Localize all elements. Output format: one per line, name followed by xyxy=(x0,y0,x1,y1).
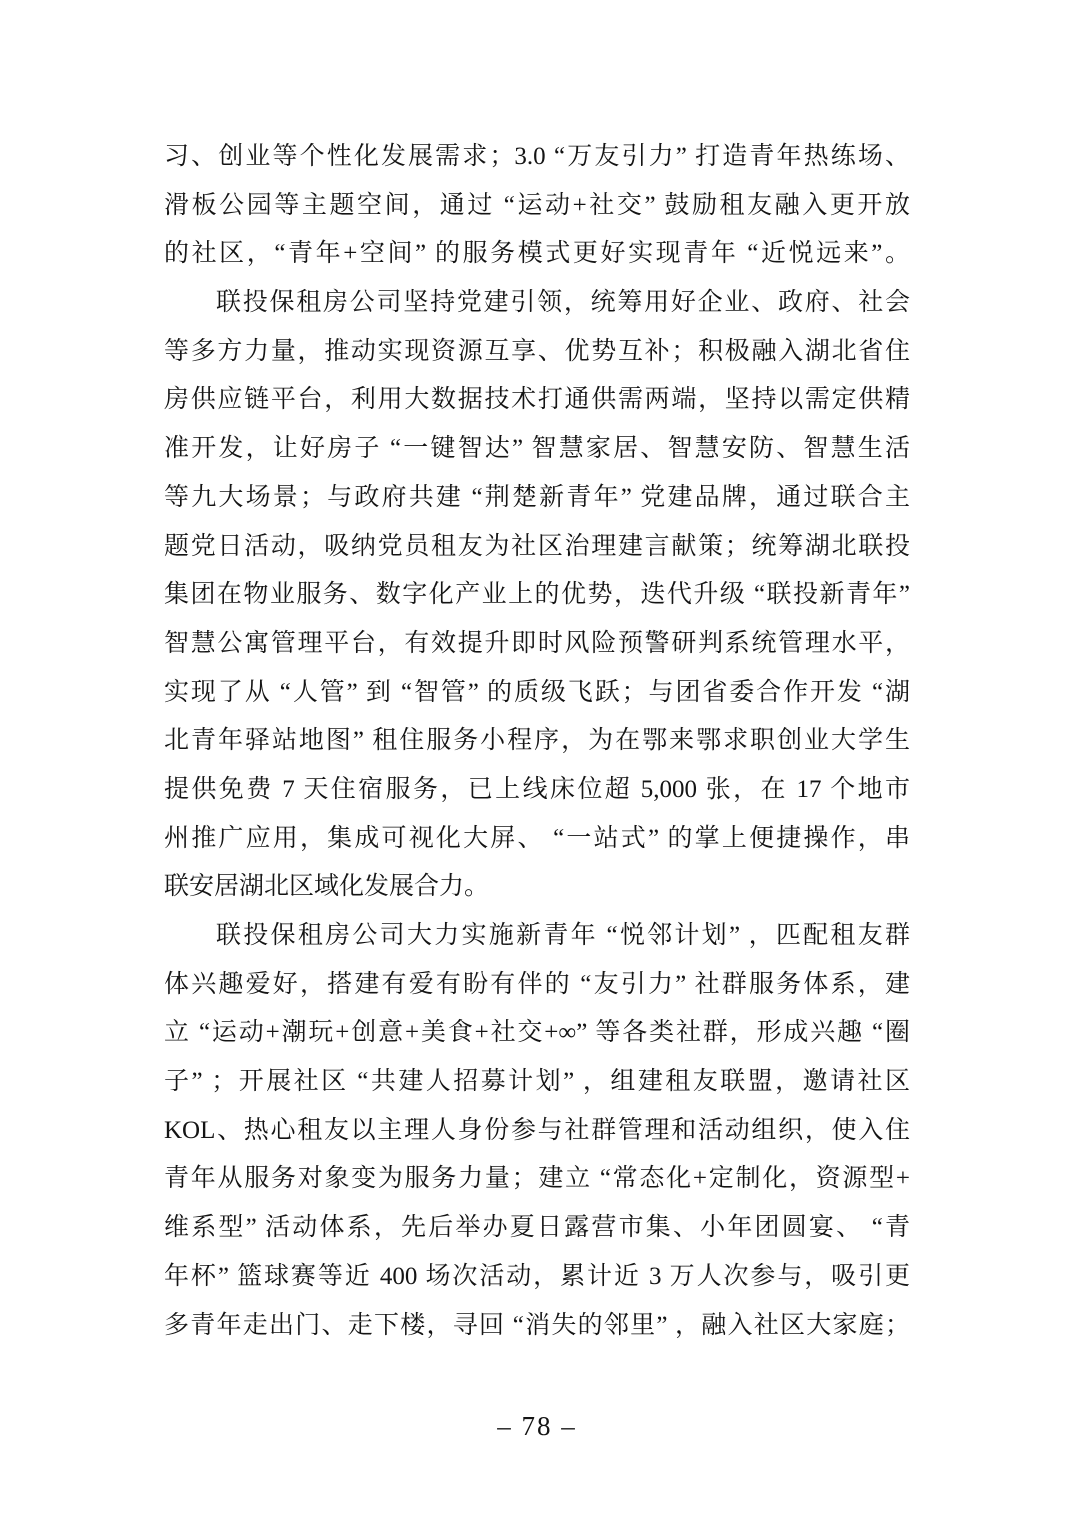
text-line: 州推广应用，集成可视化大屏、 “一站式” 的掌上便捷操作，串 xyxy=(164,824,910,852)
page-number: – 78 – xyxy=(497,1411,577,1441)
text-line: 集团在物业服务、数字化产业上的优势，迭代升级 “联投新青年” xyxy=(164,581,910,609)
text-line: 北青年驿站地图” 租住服务小程序，为在鄂来鄂求职创业大学生 xyxy=(164,727,910,755)
text-line: 联安居湖北区域化发展合力。 xyxy=(164,873,490,901)
text-line: 等九大场景；与政府共建 “荆楚新青年” 党建品牌，通过联合主 xyxy=(164,483,910,511)
text-line: 题党日活动，吸纳党员租友为社区治理建言献策；统筹湖北联投 xyxy=(164,532,910,560)
text-line: 准开发，让好房子 “一键智达” 智慧家居、智慧安防、智慧生活 xyxy=(164,435,910,463)
text-line: 多青年走出门、走下楼，寻回 “消失的邻里” ，融入社区大家庭； xyxy=(164,1311,910,1339)
text-line: 房供应链平台，利用大数据技术打通供需两端，坚持以需定供精 xyxy=(164,386,910,414)
text-line: 滑板公园等主题空间，通过 “运动+社交” 鼓励租友融入更开放 xyxy=(164,191,910,219)
text-line: 智慧公寓管理平台，有效提升即时风险预警研判系统管理水平， xyxy=(164,629,910,657)
text-line: 等多方力量，推动实现资源互享、优势互补；积极融入湖北省住 xyxy=(164,337,910,365)
text-line: 的社区，“青年+空间” 的服务模式更好实现青年 “近悦远来”。 xyxy=(164,240,910,268)
document-body xyxy=(164,133,910,1350)
text-line: KOL、热心租友以主理人身份参与社群管理和活动组织，使入住 xyxy=(164,1116,910,1144)
text-line: 联投保租房公司大力实施新青年 “悦邻计划” ，匹配租友群 xyxy=(216,922,910,949)
text-line: 体兴趣爱好，搭建有爱有盼有伴的 “友引力” 社群服务体系，建 xyxy=(164,970,910,998)
text-line: 青年从服务对象变为服务力量；建立 “常态化+定制化，资源型+ xyxy=(164,1165,910,1193)
text-line: 提供免费 7 天住宿服务，已上线床位超 5,000 张，在 17 个地市 xyxy=(164,775,910,803)
text-line: 联投保租房公司坚持党建引领，统筹用好企业、政府、社会 xyxy=(216,289,910,317)
text-line: 子” ；开展社区 “共建人招募计划” ，组建租友联盟，邀请社区 xyxy=(164,1068,910,1096)
text-line: 年杯” 篮球赛等近 400 场次活动，累计近 3 万人次参与，吸引更 xyxy=(164,1262,910,1290)
text-line: 实现了从 “人管” 到 “智管” 的质级飞跃；与团省委合作开发 “湖 xyxy=(164,678,910,706)
text-line: 习、创业等个性化发展需求；3.0 “万友引力” 打造青年热练场、 xyxy=(164,143,910,170)
text-line: 维系型” 活动体系，先后举办夏日露营市集、小年团圆宴、 “青 xyxy=(164,1214,910,1242)
text-line: 立 “运动+潮玩+创意+美食+社交+∞” 等各类社群，形成兴趣 “圈 xyxy=(164,1019,910,1047)
